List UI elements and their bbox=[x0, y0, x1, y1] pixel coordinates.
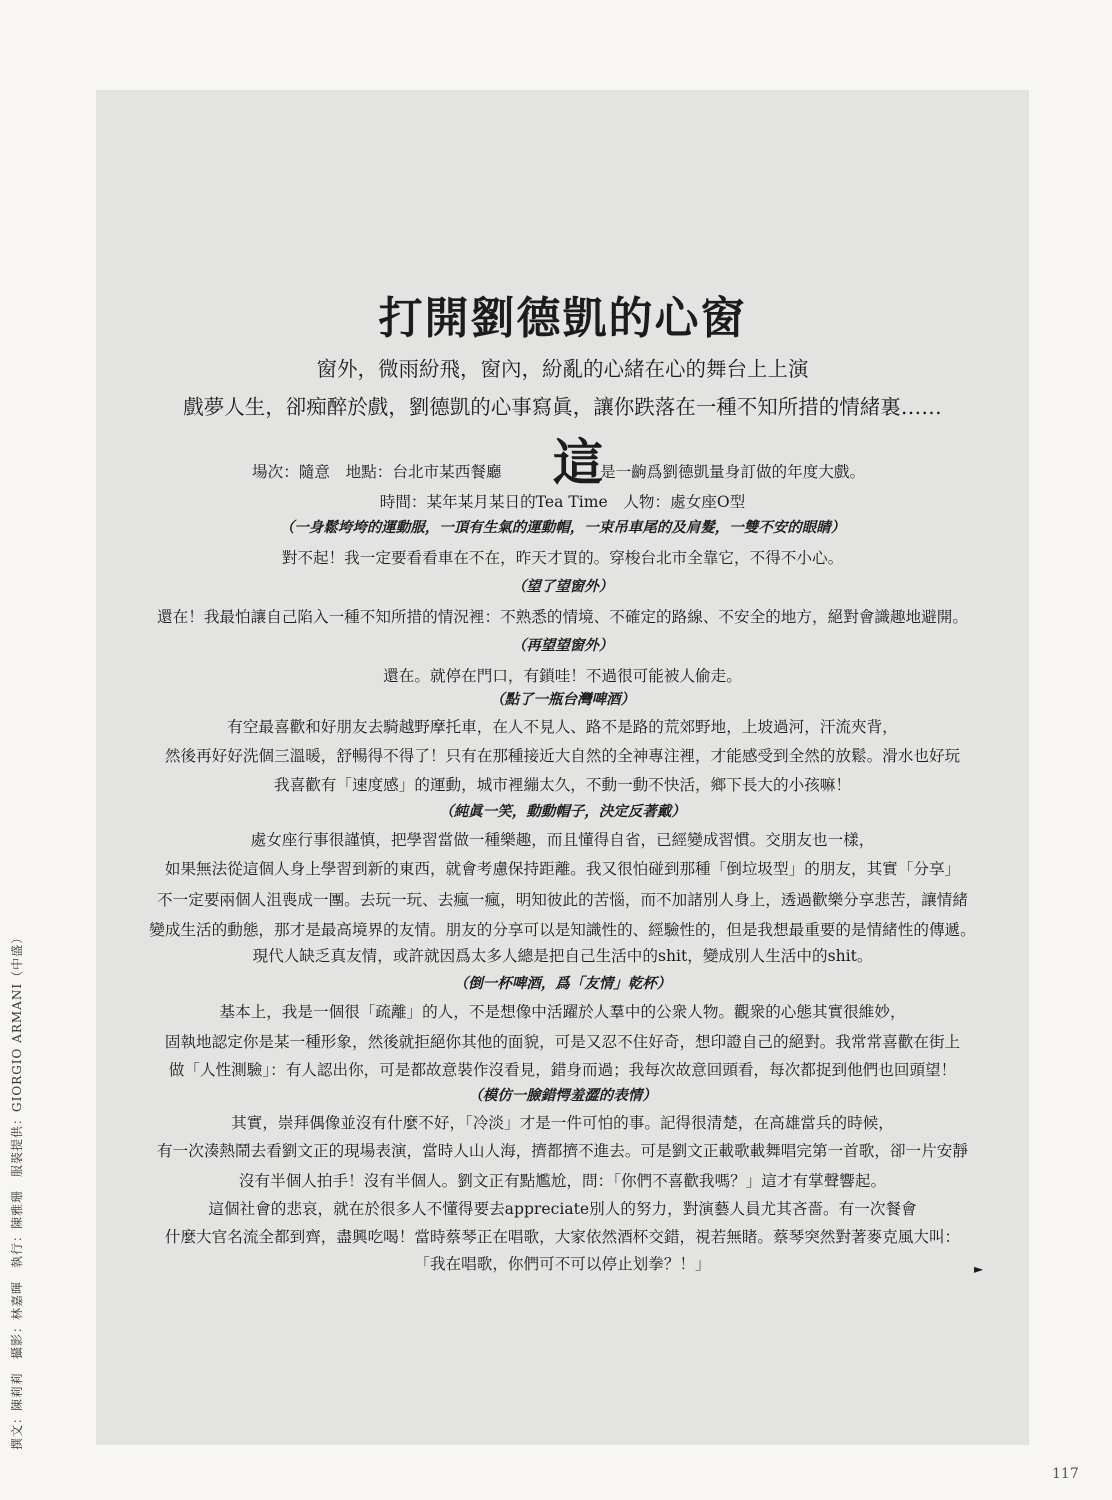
paragraph-line: 如果無法從這個人身上學習到新的東西，就會考慮保持距離。我又很怕碰到那種「倒垃圾型」的朋友，其實「分享」 bbox=[164, 860, 961, 878]
article-title: 打開劉德凱的心窗 bbox=[378, 293, 747, 344]
paragraph-line: 「我在唱歌，你們可不可以停止划拳？！」 bbox=[414, 1255, 711, 1273]
paragraph-line: 還在。就停在門口，有鎖哇！不過很可能被人偷走。 bbox=[383, 667, 742, 685]
stage-direction-6: （倒一杯啤酒，爲「友情」乾杯） bbox=[453, 975, 672, 992]
paragraph-line: 什麼大官名流全都到齊，盡興吃喝！當時蔡琴正在唱歌，大家依然酒杯交錯，視若無睹。蔡琴突然對著麥克風大叫： bbox=[164, 1228, 961, 1246]
stage-direction-1: （一身鬆垮垮的運動服，一頂有生氣的運動帽，一束吊車尾的及肩髮，一雙不安的眼睛） bbox=[279, 519, 846, 536]
paragraph-line: 基本上，我是一個很「疏離」的人，不是想像中活躍於人羣中的公衆人物。觀衆的心態其實很維妙， bbox=[219, 1003, 906, 1021]
paragraph-line: 處女座行事很謹慎，把學習當做一種樂趣，而且懂得自省，已經變成習慣。交朋友也一樣， bbox=[250, 831, 875, 849]
stage-direction-2: （望了望窗外） bbox=[511, 578, 614, 595]
paragraph-line: 變成生活的動態，那才是最高境界的友情。朋友的分享可以是知識性的、經驗性的，但是我想最重要的是情緒性的傳遞。 bbox=[149, 921, 976, 939]
paragraph-line: 這個社會的悲哀，就在於很多人不懂得要去appreciate別人的努力，對演藝人員尤其吝嗇。有一次餐會 bbox=[208, 1200, 917, 1218]
drop-cap: 這 bbox=[553, 433, 603, 492]
continue-arrow-icon: ► bbox=[974, 1262, 984, 1276]
subtitle-line-2: 戲夢人生，卻痴醉於戲，劉德凱的心事寫眞，讓你跌落在一種不知所措的情緒裏…… bbox=[183, 395, 942, 419]
paragraph-line: 有空最喜歡和好朋友去騎越野摩托車，在人不見人、路不是路的荒郊野地，上坡過河，汗流夾背， bbox=[227, 718, 898, 736]
intro-line: 是一齣爲劉德凱量身訂做的年度大戲。 bbox=[600, 463, 866, 481]
paragraph-line: 不一定要兩個人沮喪成一團。去玩一玩、去瘋一瘋，明知彼此的苦惱，而不加諸別人身上，透過歡樂分享悲苦，讓情緒 bbox=[157, 891, 968, 909]
paragraph-line: 還在！我最怕讓自己陷入一種不知所措的情況裡：不熟悉的情境、不確定的路線、不安全的地方，絕對會識趣地避開。 bbox=[157, 608, 968, 626]
paragraph-line: 對不起！我一定要看看車在不在，昨天才買的。穿梭台北市全靠它，不得不小心。 bbox=[281, 549, 844, 567]
paragraph-line: 我喜歡有「速度感」的運動，城市裡繃太久，不動一動不快活，鄉下長大的小孩嘛！ bbox=[274, 776, 851, 794]
stage-direction-5: （純眞一笑，動動帽子，決定反著戴） bbox=[439, 803, 686, 820]
stage-direction-4: （點了一瓶台灣啤酒） bbox=[490, 691, 635, 708]
paragraph-line: 現代人缺乏真友情，或許就因爲太多人總是把自己生活中的shit，變成別人生活中的shit。 bbox=[252, 947, 873, 965]
subtitle-line-1: 窗外，微雨紛飛，窗內，紛亂的心緒在心的舞台上上演 bbox=[316, 357, 809, 381]
stage-direction-7: （模仿一臉錯愕羞澀的表情） bbox=[468, 1087, 657, 1104]
paragraph-line: 有一次湊熱鬧去看劉文正的現場表演，當時人山人海，擠都擠不進去。可是劉文正載歌載舞唱完第一首歌，卻一片安靜 bbox=[157, 1142, 968, 1160]
stage-direction-3: （再望望窗外） bbox=[511, 637, 614, 654]
paragraph-line: 其實，崇拜偶像並沒有什麼不好，「冷淡」才是一件可怕的事。記得很清楚，在高雄當兵的時候， bbox=[231, 1114, 894, 1132]
paragraph-line: 沒有半個人拍手！沒有半個人。劉文正有點尷尬，問：「你們不喜歡我嗎？」這才有掌聲響起。 bbox=[238, 1172, 887, 1190]
credits-sidebar: 撰文：陳莉莉 攝影：林嘉暉 執行：陳雅珊 服裝提供：GIORGIO ARMANI（中盛） bbox=[10, 930, 24, 1450]
time-line: 時間：某年某月某日的Tea Time 人物：處女座O型 bbox=[379, 493, 746, 511]
paragraph-line: 然後再好好洗個三溫暖，舒暢得不得了！只有在那種接近大自然的全神專注裡，才能感受到全然的放鬆。滑水也好玩 bbox=[164, 747, 961, 765]
paragraph-line: 固執地認定你是某一種形象，然後就拒絕你其他的面貌，可是又忍不住好奇，想印證自己的絕對。我常常喜歡在街上 bbox=[164, 1033, 961, 1051]
paragraph-line: 做「人性測驗」：有人認出你，可是都故意裝作沒看見，錯身而過；我每次故意回頭看，每次都捉到他們也回頭望！ bbox=[168, 1061, 957, 1079]
scene-line: 場次：隨意 地點：台北市某西餐廳 bbox=[252, 463, 502, 481]
page-number: 117 bbox=[1052, 1466, 1079, 1482]
